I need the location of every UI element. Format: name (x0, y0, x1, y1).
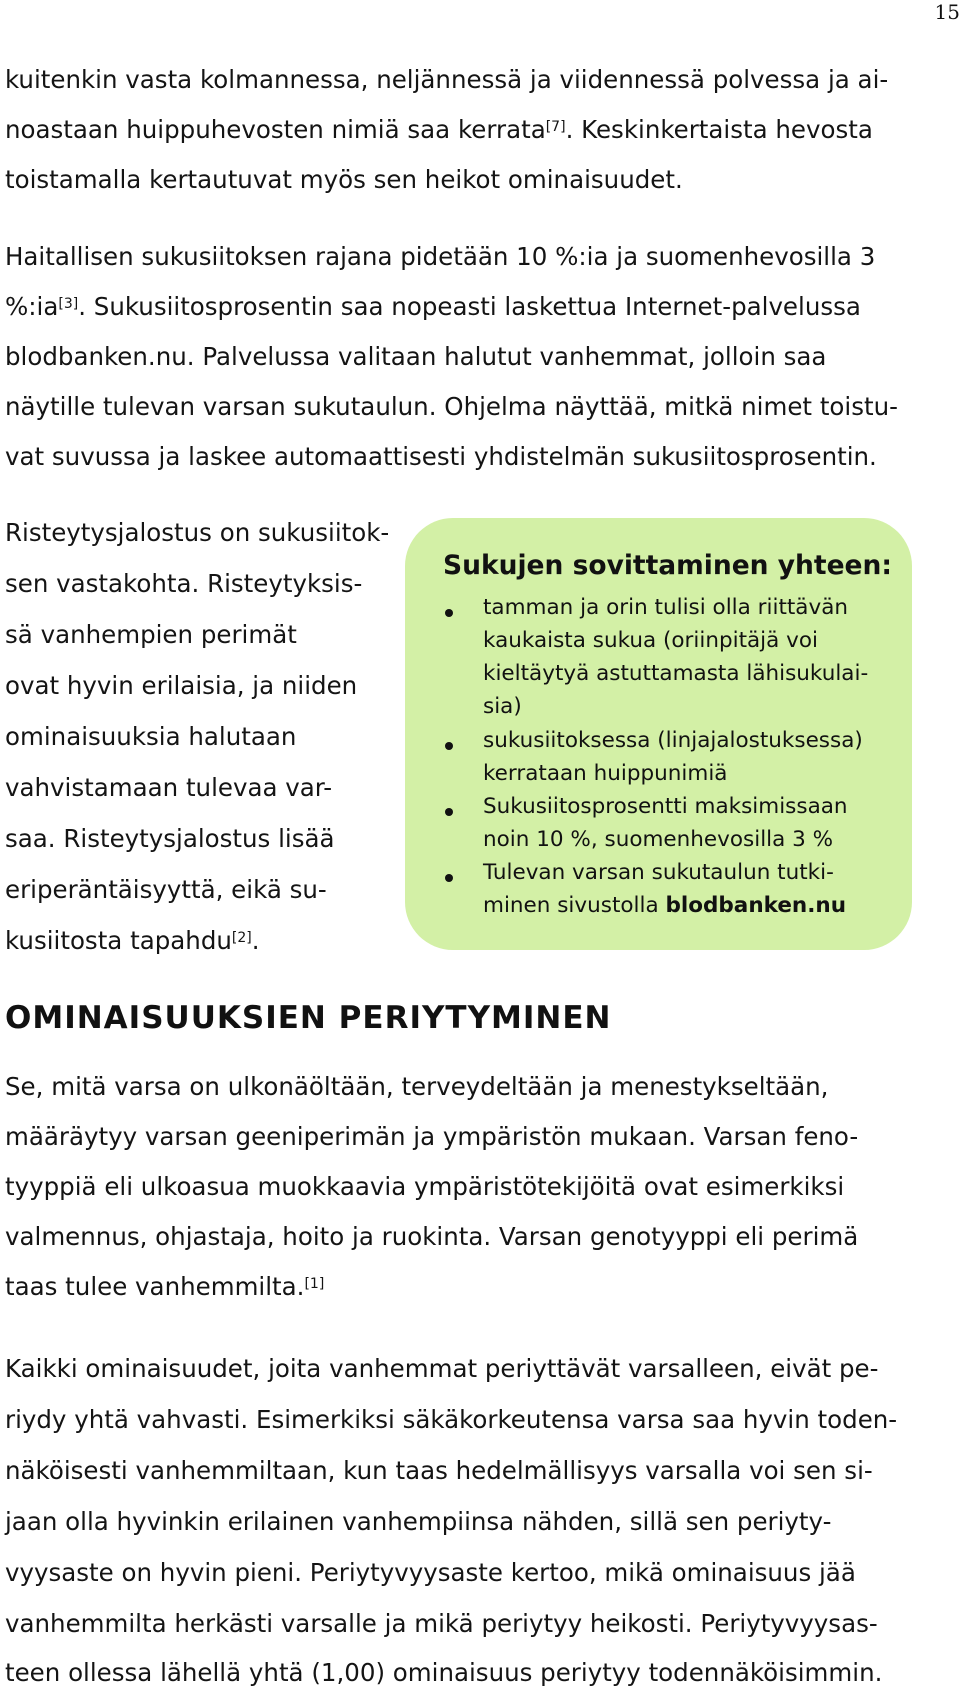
paragraph-line (5, 292, 861, 322)
column-line: vahvistamaan tulevaa var- (5, 773, 333, 802)
page-number: 15 (934, 0, 960, 24)
bullet-icon (445, 874, 453, 882)
paragraph-line: riydy yhtä vahvasti. Esimerkiksi säkäkorkeutensa varsa saa hyvin toden- (5, 1405, 898, 1434)
info-box-line: tamman ja orin tulisi olla riittävän (483, 595, 849, 620)
paragraph-line: näytille tulevan varsan sukutaulun. Ohjelma näyttää, mitkä nimet toistu- (5, 392, 898, 421)
text-fragment: %:ia (5, 292, 59, 321)
reference-mark: [1] (304, 1276, 325, 1292)
paragraph-line: näköisesti vanhemmiltaan, kun taas hedelmällisyys varsalla voi sen si- (5, 1456, 873, 1485)
reference-mark: [2] (231, 930, 252, 946)
section-heading: OMINAISUUKSIEN PERIYTYMINEN (5, 1000, 612, 1036)
paragraph-line: vat suvussa ja laskee automaattisesti yhdistelmän sukusiitosprosentin. (5, 442, 877, 471)
paragraph-line: vyysaste on hyvin pieni. Periytyvyysaste kertoo, mikä ominaisuus jää (5, 1558, 856, 1587)
bullet-icon (445, 808, 453, 816)
info-box-line: kieltäytyä astuttamasta lähisukulai- (483, 661, 869, 686)
text-fragment: . Sukusiitosprosentin saa nopeasti laskettua Internet-palvelussa (78, 292, 861, 321)
paragraph-line: vanhemmilta herkästi varsalle ja mikä periytyy heikosti. Periytyvyysas- (5, 1609, 878, 1638)
site-link-text: blodbanken.nu (665, 893, 847, 918)
paragraph-line: tyyppiä eli ulkoasua muokkaavia ympäristötekijöitä ovat esimerkiksi (5, 1172, 845, 1201)
column-line: sen vastakohta. Risteytyksis- (5, 569, 363, 598)
bullet-icon (445, 609, 453, 617)
column-line: Risteytysjalostus on sukusiitok- (5, 518, 390, 547)
column-line: ominaisuuksia halutaan (5, 722, 297, 751)
paragraph-line: valmennus, ohjastaja, hoito ja ruokinta. Varsan genotyyppi eli perimä (5, 1222, 859, 1251)
paragraph-line: Kaikki ominaisuudet, joita vanhemmat periyttävät varsalleen, eivät pe- (5, 1354, 879, 1383)
paragraph-line (5, 1272, 324, 1302)
bullet-icon (445, 742, 453, 750)
reference-mark: [3] (58, 296, 79, 312)
text-fragment: . (251, 926, 260, 955)
paragraph-line: toistamalla kertautuvat myös sen heikot ominaisuudet. (5, 165, 683, 194)
info-box-line: kerrataan huippunimiä (483, 761, 728, 786)
info-box-title: Sukujen sovittaminen yhteen: (443, 550, 892, 581)
paragraph-line (5, 115, 873, 145)
paragraph-line: määräytyy varsan geeniperimän ja ympäristön mukaan. Varsan feno- (5, 1122, 859, 1151)
info-box-line: noin 10 %, suomenhevosilla 3 % (483, 827, 834, 852)
column-line (5, 926, 260, 956)
info-box-line (483, 889, 846, 922)
info-box-line: Sukusiitosprosentti maksimissaan (483, 794, 848, 819)
column-line: saa. Risteytysjalostus lisää (5, 824, 335, 853)
paragraph-line: kuitenkin vasta kolmannessa, neljännessä ja viidennessä polvessa ja ai- (5, 65, 889, 94)
text-fragment: taas tulee vanhemmilta. (5, 1272, 305, 1301)
text-fragment: kusiitosta tapahdu (5, 926, 232, 955)
column-line: sä vanhempien perimät (5, 620, 297, 649)
paragraph-line: jaan olla hyvinkin erilainen vanhempiinsa nähden, sillä sen periyty- (5, 1507, 832, 1536)
text-fragment: . Keskinkertaista hevosta (565, 115, 873, 144)
text-fragment: noastaan huippuhevosten nimiä saa kerrata (5, 115, 546, 144)
paragraph-line: Se, mitä varsa on ulkonäöltään, terveydeltään ja menestykseltään, (5, 1072, 829, 1101)
info-box (405, 518, 912, 950)
reference-mark: [7] (545, 119, 566, 135)
info-box-line: sukusiitoksessa (linjajalostuksessa) (483, 728, 863, 753)
column-line: eriperäntäisyyttä, eikä su- (5, 875, 327, 904)
paragraph-line: Haitallisen sukusiitoksen rajana pidetään 10 %:ia ja suomenhevosilla 3 (5, 242, 876, 271)
paragraph-line: teen ollessa lähellä yhtä (1,00) ominaisuus periytyy todennäköisimmin. (5, 1658, 883, 1687)
column-line: ovat hyvin erilaisia, ja niiden (5, 671, 358, 700)
info-box-line: sia) (483, 694, 522, 719)
text-fragment: minen sivustolla (483, 893, 666, 918)
paragraph-line: blodbanken.nu. Palvelussa valitaan halutut vanhemmat, jolloin saa (5, 342, 827, 371)
info-box-line: kaukaista sukua (oriinpitäjä voi (483, 628, 819, 653)
info-box-line: Tulevan varsan sukutaulun tutki- (483, 860, 834, 885)
